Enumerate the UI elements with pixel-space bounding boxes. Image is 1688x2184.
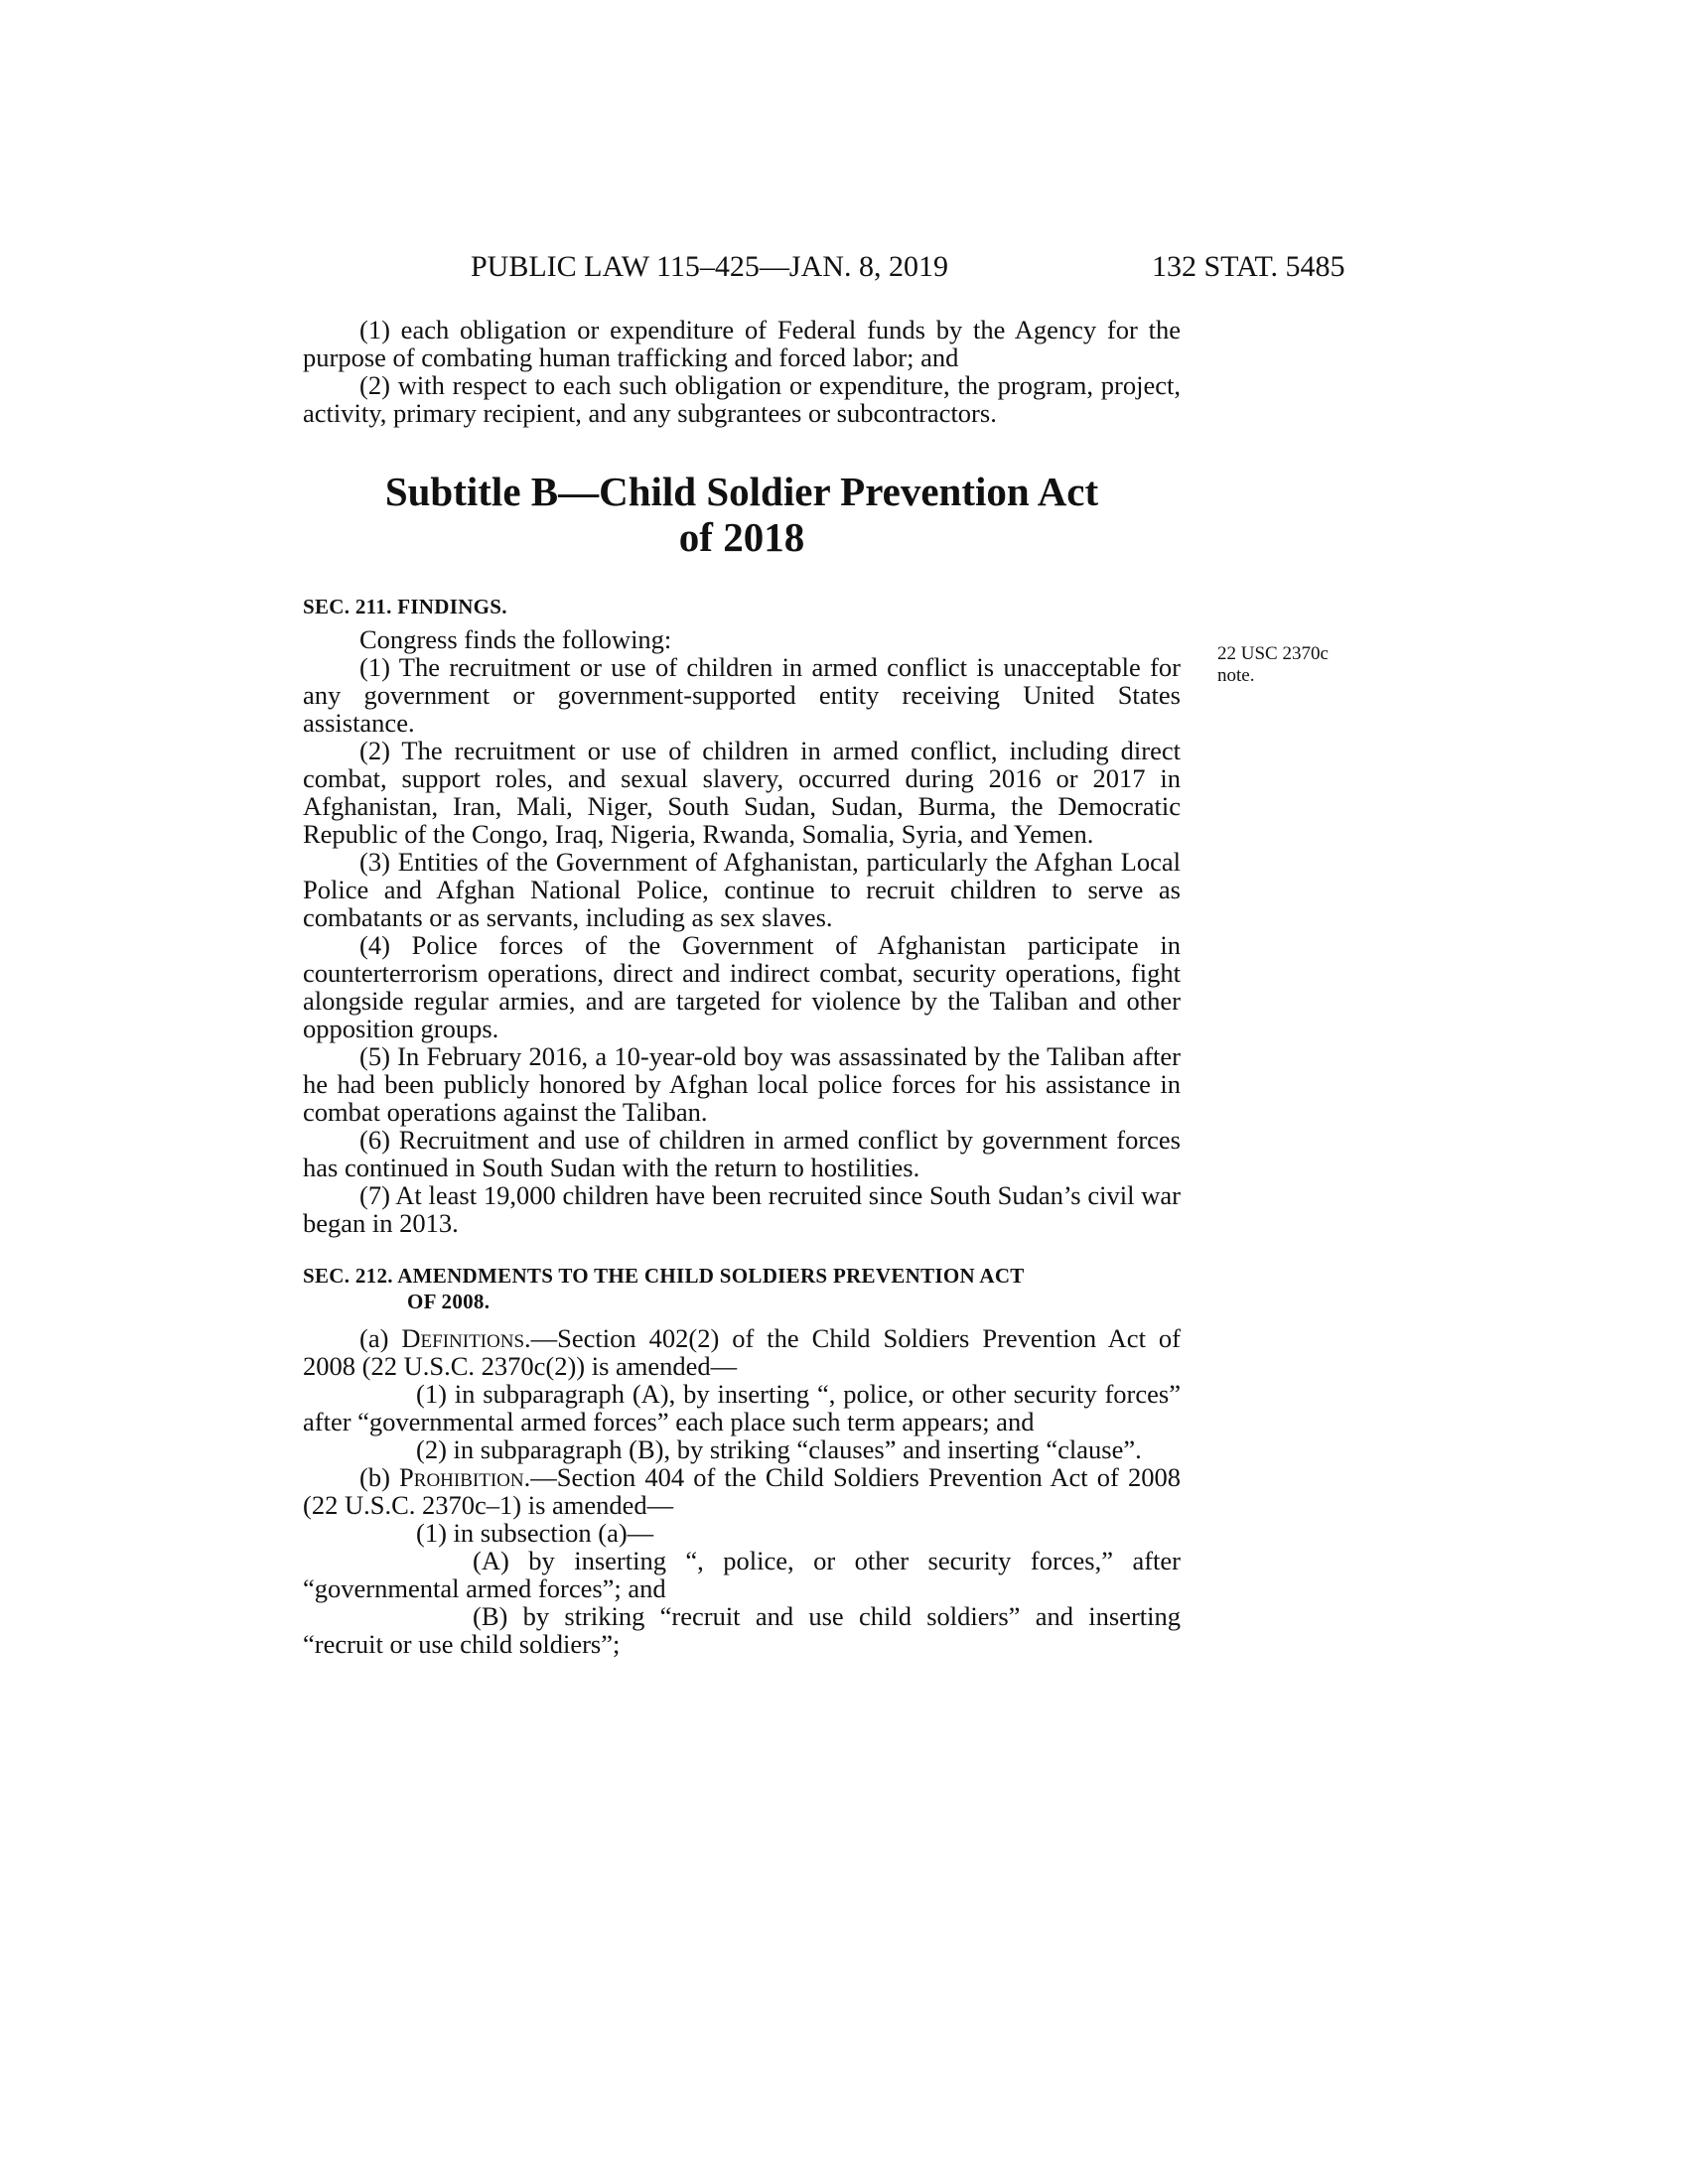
section-211-heading: SEC. 211. FINDINGS. bbox=[303, 595, 507, 618]
subsection-a-item-1: (1) in subparagraph (A), by inserting “, police, or other security forces” after “governmental armed forces” each place such term appears; and bbox=[303, 1379, 1181, 1436]
subsection-b-subitem-b: (B) by striking “recruit and use child soldiers” and inserting “recruit or use child soldiers”; bbox=[303, 1601, 1181, 1659]
subtitle-line-1: Subtitle B—Child Soldier Prevention Act bbox=[384, 469, 1099, 514]
subsection-b bbox=[303, 1463, 1181, 1519]
subtitle-heading bbox=[303, 469, 1181, 560]
margin-note-suffix: note. bbox=[1217, 665, 1255, 686]
finding-1: (1) The recruitment or use of children in armed conflict is unacceptable for any government or government-supported entity receiving United States assistance. bbox=[303, 652, 1181, 738]
carryover-item-2: (2) with respect to each such obligation or expenditure, the program, project, activity, primary recipient, and any subgrantees or subcontractors. bbox=[303, 370, 1181, 428]
section-211-intro: Congress finds the following: bbox=[359, 624, 672, 654]
public-law-citation: PUBLIC LAW 115–425—JAN. 8, 2019 bbox=[471, 250, 948, 283]
subsection-b-subitem-a: (A) by inserting “, police, or other security forces,” after “governmental armed forces”; and bbox=[303, 1546, 1181, 1603]
statute-page-number: 132 STAT. 5485 bbox=[1152, 250, 1345, 283]
finding-3: (3) Entities of the Government of Afghanistan, particularly the Afghan Local Police and Afghan National Police, continue to recruit children to serve as combatants or as servants, including as sex slaves. bbox=[303, 847, 1181, 932]
finding-7: (7) At least 19,000 children have been recruited since South Sudan’s civil war began in 2013. bbox=[303, 1180, 1181, 1238]
subtitle-line-2: of 2018 bbox=[678, 514, 805, 560]
running-head bbox=[0, 250, 1688, 290]
margin-note bbox=[1217, 643, 1396, 687]
subsection-a-item-2: (2) in subparagraph (B), by striking “clauses” and inserting “clause”. bbox=[416, 1434, 1142, 1464]
subsection-a-caption: Definitions bbox=[401, 1323, 525, 1353]
finding-2: (2) The recruitment or use of children in armed conflict, including direct combat, support roles, and sexual slavery, occurred during 2016 or 2017 in Afghanistan, Iran, Mali, Niger, South Sudan, Sudan, Burma, the Democratic Republic of the Congo, Iraq, Nigeria, Rwanda, Somalia, Syria, and Yemen. bbox=[303, 736, 1181, 849]
page-body bbox=[303, 316, 1181, 1658]
finding-5: (5) In February 2016, a 10-year-old boy was assassinated by the Taliban after he had been publicly honored by Afghan local police forces for his assistance in combat operations against the Taliban. bbox=[303, 1041, 1181, 1127]
subsection-a bbox=[303, 1324, 1181, 1380]
finding-4: (4) Police forces of the Government of Afghanistan participate in counterterrorism operations, direct and indirect combat, security operations, fight alongside regular armies, and are targeted for violence by the Taliban and other opposition groups. bbox=[303, 930, 1181, 1043]
subsection-b-text: .—Section 404 of the Child Soldiers Prevention Act of 2008 (22 U.S.C. 2370c–1) is amended— bbox=[303, 1462, 1181, 1520]
subsection-b-item-1: (1) in subsection (a)— bbox=[416, 1518, 654, 1548]
section-212-heading-line-1: SEC. 212. AMENDMENTS TO THE CHILD SOLDIERS PREVENTION ACT bbox=[303, 1264, 1025, 1288]
margin-note-citation: 22 USC 2370c bbox=[1217, 643, 1329, 664]
carryover-item-1: (1) each obligation or expenditure of Federal funds by the Agency for the purpose of combating human trafficking and forced labor; and bbox=[303, 315, 1181, 372]
section-212-heading-line-2: OF 2008. bbox=[407, 1290, 491, 1313]
finding-6: (6) Recruitment and use of children in armed conflict by government forces has continued in South Sudan with the return to hostilities. bbox=[303, 1125, 1181, 1182]
section-212-heading bbox=[303, 1263, 1181, 1314]
subsection-a-label: (a) bbox=[359, 1323, 402, 1353]
subsection-b-caption: Prohibition bbox=[399, 1462, 524, 1492]
subsection-b-label: (b) bbox=[359, 1462, 400, 1492]
subsection-a-text: .—Section 402(2) of the Child Soldiers Prevention Act of 2008 (22 U.S.C. 2370c(2)) is amended— bbox=[303, 1323, 1181, 1381]
